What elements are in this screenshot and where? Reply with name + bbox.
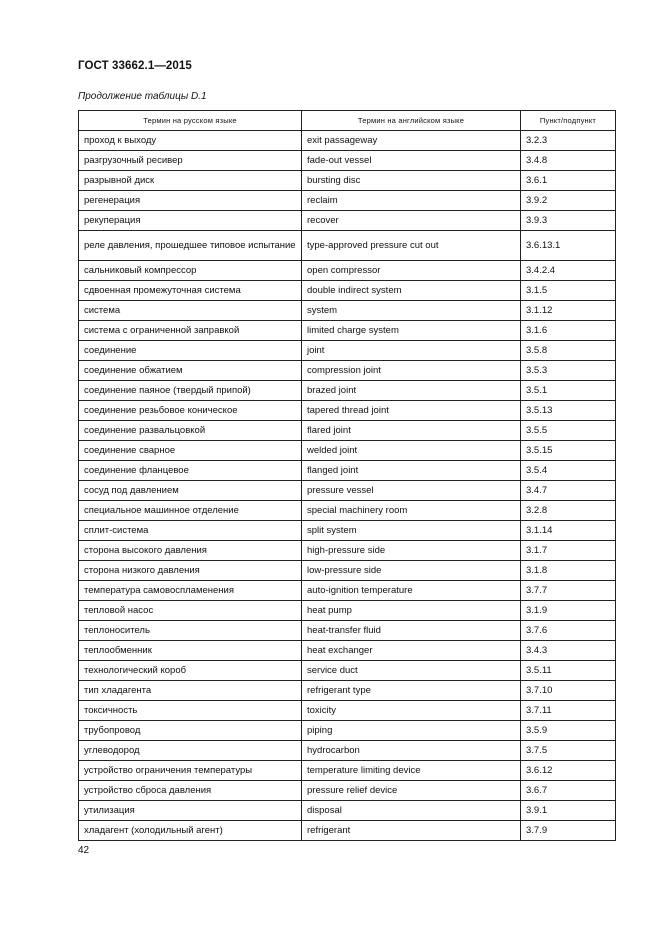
clause-number: 3.2.8 (521, 501, 616, 521)
term-russian: соединение (79, 341, 302, 361)
clause-number: 3.4.8 (521, 151, 616, 171)
term-russian: специальное машинное отделение (79, 501, 302, 521)
table-row (79, 501, 616, 521)
table-row (79, 781, 616, 801)
table-row (79, 521, 616, 541)
term-russian: сдвоенная промежуточная система (79, 281, 302, 301)
table-row (79, 301, 616, 321)
table-row (79, 131, 616, 151)
term-russian: сосуд под давлением (79, 481, 302, 501)
table-row (79, 341, 616, 361)
term-russian: сальниковый компрессор (79, 261, 302, 281)
term-russian: соединение обжатием (79, 361, 302, 381)
term-english: piping (302, 721, 521, 741)
term-english: brazed joint (302, 381, 521, 401)
term-russian: соединение сварное (79, 441, 302, 461)
clause-number: 3.7.7 (521, 581, 616, 601)
table-row (79, 641, 616, 661)
clause-number: 3.9.2 (521, 191, 616, 211)
table-row (79, 561, 616, 581)
term-english: low-pressure side (302, 561, 521, 581)
term-english: system (302, 301, 521, 321)
term-russian: утилизация (79, 801, 302, 821)
term-english: open compressor (302, 261, 521, 281)
term-english: disposal (302, 801, 521, 821)
column-header-clause: Пункт/подпункт (521, 111, 616, 131)
term-russian: тепловой насос (79, 601, 302, 621)
term-russian: рекуперация (79, 211, 302, 231)
table-row (79, 281, 616, 301)
clause-number: 3.1.5 (521, 281, 616, 301)
term-russian: теплообменник (79, 641, 302, 661)
clause-number: 3.1.8 (521, 561, 616, 581)
table-row (79, 381, 616, 401)
terms-table-body (79, 131, 616, 841)
table-row (79, 661, 616, 681)
clause-number: 3.7.10 (521, 681, 616, 701)
clause-number: 3.5.15 (521, 441, 616, 461)
clause-number: 3.5.1 (521, 381, 616, 401)
table-row (79, 581, 616, 601)
table-row (79, 361, 616, 381)
term-russian: проход к выходу (79, 131, 302, 151)
table-row (79, 481, 616, 501)
term-english: type-approved pressure cut out (302, 231, 521, 261)
clause-number: 3.6.12 (521, 761, 616, 781)
term-english: exit passageway (302, 131, 521, 151)
table-header-row (79, 111, 616, 131)
clause-number: 3.1.6 (521, 321, 616, 341)
table-row (79, 441, 616, 461)
column-header-english: Термин на английском языке (302, 111, 521, 131)
clause-number: 3.4.7 (521, 481, 616, 501)
table-row (79, 761, 616, 781)
table-row (79, 421, 616, 441)
term-russian: соединение паяное (твердый припой) (79, 381, 302, 401)
clause-number: 3.5.11 (521, 661, 616, 681)
term-english: hydrocarbon (302, 741, 521, 761)
term-english: high-pressure side (302, 541, 521, 561)
term-russian: сплит-система (79, 521, 302, 541)
term-russian: соединение резьбовое коническое (79, 401, 302, 421)
table-row (79, 701, 616, 721)
clause-number: 3.4.3 (521, 641, 616, 661)
term-english: heat pump (302, 601, 521, 621)
clause-number: 3.5.3 (521, 361, 616, 381)
term-english: fade-out vessel (302, 151, 521, 171)
term-english: flanged joint (302, 461, 521, 481)
clause-number: 3.9.1 (521, 801, 616, 821)
table-row (79, 601, 616, 621)
table-row (79, 401, 616, 421)
table-row (79, 321, 616, 341)
clause-number: 3.5.9 (521, 721, 616, 741)
clause-number: 3.1.9 (521, 601, 616, 621)
table-row (79, 681, 616, 701)
term-english: toxicity (302, 701, 521, 721)
term-english: heat-transfer fluid (302, 621, 521, 641)
term-russian: разрывной диск (79, 171, 302, 191)
term-russian: устройство сброса давления (79, 781, 302, 801)
table-row (79, 801, 616, 821)
term-english: heat exchanger (302, 641, 521, 661)
clause-number: 3.5.4 (521, 461, 616, 481)
column-header-russian: Термин на русском языке (79, 111, 302, 131)
term-english: pressure relief device (302, 781, 521, 801)
table-caption: Продолжение таблицы D.1 (78, 91, 207, 102)
term-english: auto-ignition temperature (302, 581, 521, 601)
term-english: temperature limiting device (302, 761, 521, 781)
term-russian: соединение развальцовкой (79, 421, 302, 441)
clause-number: 3.2.3 (521, 131, 616, 151)
term-russian: устройство ограничения температуры (79, 761, 302, 781)
clause-number: 3.5.8 (521, 341, 616, 361)
table-row (79, 261, 616, 281)
term-english: refrigerant type (302, 681, 521, 701)
term-russian: система с ограниченной заправкой (79, 321, 302, 341)
term-russian: разгрузочный ресивер (79, 151, 302, 171)
term-russian: хладагент (холодильный агент) (79, 821, 302, 841)
term-russian: сторона высокого давления (79, 541, 302, 561)
term-english: double indirect system (302, 281, 521, 301)
table-row (79, 821, 616, 841)
term-english: welded joint (302, 441, 521, 461)
table-row (79, 621, 616, 641)
term-russian: регенерация (79, 191, 302, 211)
term-english: limited charge system (302, 321, 521, 341)
clause-number: 3.6.7 (521, 781, 616, 801)
terms-table (78, 110, 616, 841)
clause-number: 3.5.13 (521, 401, 616, 421)
table-row (79, 171, 616, 191)
clause-number: 3.5.5 (521, 421, 616, 441)
table-row (79, 741, 616, 761)
table-row (79, 231, 616, 261)
term-english: flared joint (302, 421, 521, 441)
term-english: split system (302, 521, 521, 541)
term-russian: тип хладагента (79, 681, 302, 701)
table-row (79, 461, 616, 481)
term-english: bursting disc (302, 171, 521, 191)
term-english: reclaim (302, 191, 521, 211)
clause-number: 3.4.2.4 (521, 261, 616, 281)
clause-number: 3.9.3 (521, 211, 616, 231)
clause-number: 3.6.13.1 (521, 231, 616, 261)
table-row (79, 151, 616, 171)
table-row (79, 721, 616, 741)
term-english: service duct (302, 661, 521, 681)
term-russian: система (79, 301, 302, 321)
table-row (79, 191, 616, 211)
term-russian: токсичность (79, 701, 302, 721)
term-english: compression joint (302, 361, 521, 381)
term-russian: реле давления, прошедшее типовое испытание (79, 231, 302, 261)
standard-header: ГОСТ 33662.1—2015 (78, 60, 192, 72)
term-english: recover (302, 211, 521, 231)
term-russian: сторона низкого давления (79, 561, 302, 581)
term-english: pressure vessel (302, 481, 521, 501)
term-russian: температура самовоспламенения (79, 581, 302, 601)
term-english: joint (302, 341, 521, 361)
page-number: 42 (78, 845, 90, 856)
clause-number: 3.7.5 (521, 741, 616, 761)
term-russian: технологический короб (79, 661, 302, 681)
clause-number: 3.1.14 (521, 521, 616, 541)
term-english: tapered thread joint (302, 401, 521, 421)
clause-number: 3.7.11 (521, 701, 616, 721)
term-english: refrigerant (302, 821, 521, 841)
clause-number: 3.7.6 (521, 621, 616, 641)
table-row (79, 211, 616, 231)
clause-number: 3.7.9 (521, 821, 616, 841)
term-russian: трубопровод (79, 721, 302, 741)
clause-number: 3.6.1 (521, 171, 616, 191)
term-russian: теплоноситель (79, 621, 302, 641)
term-russian: углеводород (79, 741, 302, 761)
clause-number: 3.1.12 (521, 301, 616, 321)
term-russian: соединение фланцевое (79, 461, 302, 481)
term-english: special machinery room (302, 501, 521, 521)
table-row (79, 541, 616, 561)
clause-number: 3.1.7 (521, 541, 616, 561)
